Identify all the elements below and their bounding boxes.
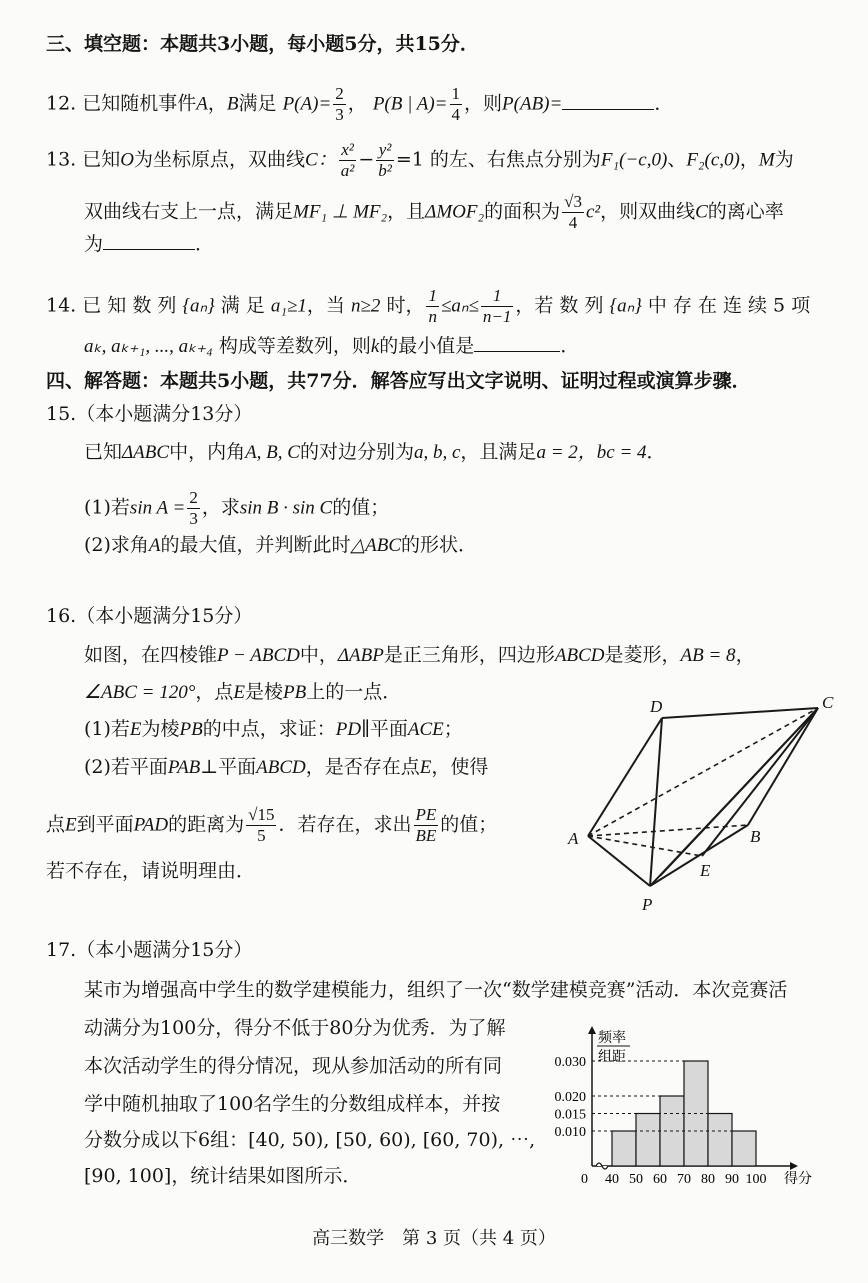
text: (2)若平面 — [84, 756, 168, 778]
denominator: 5 — [257, 826, 266, 845]
math: A — [148, 535, 161, 556]
fraction — [450, 84, 463, 125]
text: 满 足 — [220, 294, 265, 317]
numerator: y² — [376, 140, 394, 161]
math: ΔABP — [337, 645, 384, 666]
question-13-line-3 — [84, 232, 214, 256]
text: 已知 — [84, 441, 123, 463]
math: PB — [282, 682, 307, 703]
math: C — [695, 201, 708, 223]
text: ，若 数 列 — [515, 294, 604, 317]
text: 中， — [299, 644, 338, 666]
fraction — [426, 286, 439, 327]
question-15-stem — [84, 440, 666, 465]
x-tick-label: 60 — [653, 1172, 667, 1187]
math: AB = 8 — [680, 645, 736, 666]
text: 、 — [667, 148, 687, 171]
question-17-title: 17.（本小题满分15分） — [46, 939, 253, 961]
math: E — [129, 719, 142, 740]
text: 的最大值，并判断此时 — [160, 534, 351, 556]
math: sin A = — [129, 497, 186, 519]
text: ，则双曲线 — [600, 200, 696, 223]
question-15-title: 15.（本小题满分13分） — [46, 403, 253, 425]
text: 是菱形， — [604, 644, 681, 666]
question-16-line-1 — [84, 643, 755, 668]
text: 是正三角形，四边形 — [383, 644, 555, 666]
x-tick-label: 80 — [701, 1172, 715, 1187]
fraction — [246, 805, 276, 846]
y-tick-label: 0.030 — [554, 1055, 586, 1070]
vertex-label-B: B — [750, 827, 761, 846]
text: 的值； — [332, 496, 390, 519]
vertex-label-E: E — [700, 861, 711, 880]
answer-blank — [103, 233, 195, 250]
text: ． — [560, 335, 580, 357]
math: c² — [585, 201, 601, 223]
text: 中 存 在 连 续 5 项 — [647, 294, 811, 317]
histogram-bar — [636, 1114, 660, 1167]
fraction — [481, 286, 513, 327]
denominator: n−1 — [482, 307, 512, 326]
text: ，当 — [306, 294, 345, 317]
text: 的面积为 — [484, 200, 561, 223]
denominator: a² — [340, 161, 355, 180]
text: 到平面 — [76, 813, 134, 836]
question-16-part-2 — [84, 755, 488, 780]
numerator: 1 — [481, 286, 513, 307]
text: 双曲线右支上一点，满足 — [84, 200, 294, 223]
math: ≤aₙ≤ — [440, 295, 479, 317]
origin-label: 0 — [581, 1172, 588, 1187]
math: aₖ, aₖ₊₁, ..., aₖ₊₄ — [84, 336, 213, 357]
histogram-bar — [732, 1131, 756, 1166]
question-14-line-1 — [46, 286, 810, 327]
question-17-line-1: 某市为增强高中学生的数学建模能力，组织了一次“数学建模竞赛”活动．本次竞赛活 — [84, 979, 788, 1001]
question-number: 12. — [46, 92, 77, 115]
x-axis-label: 得分 — [784, 1172, 812, 1187]
question-16-line-6: 若不存在，请说明理由． — [46, 860, 256, 882]
text: 时， — [386, 294, 425, 317]
math: n≥2 — [350, 295, 381, 317]
text: 的中点，求证： — [202, 718, 336, 740]
text: ，使得 — [431, 756, 489, 778]
text: ，且满足 — [460, 441, 537, 463]
text: ，求 — [201, 496, 240, 519]
text: ， — [207, 92, 227, 115]
section-heading-fill-in: 三、填空题：本题共3小题，每小题5分，共15分． — [46, 33, 479, 55]
question-16-line-2 — [84, 680, 401, 705]
math: E — [65, 814, 77, 836]
edge-AP — [588, 836, 650, 886]
numerator: 2 — [335, 84, 344, 103]
answer-blank — [474, 335, 560, 352]
denominator: n — [428, 307, 437, 326]
math: F₂(c,0) — [686, 149, 740, 171]
text: ． — [646, 441, 666, 463]
text: 如图，在四棱锥 — [84, 644, 218, 666]
y-tick-label: 0.010 — [554, 1125, 586, 1140]
question-17-line-4: 学中随机抽取了100名学生的分数组成样本，并按 — [84, 1093, 501, 1115]
question-17-line-6: [90, 100]，统计结果如图所示． — [84, 1165, 362, 1187]
text: 满足 — [238, 92, 277, 115]
x-axis-arrow — [790, 1162, 798, 1170]
question-16-line-5 — [46, 805, 497, 846]
question-number: 14. — [46, 294, 77, 317]
text: =1 的左、右焦点分别为 — [395, 148, 601, 171]
fraction — [339, 140, 357, 181]
question-14-line-2 — [84, 334, 579, 359]
text: (1)若 — [84, 718, 130, 740]
math: A, B, C — [245, 442, 300, 463]
math: M — [758, 149, 775, 171]
math: ACE — [407, 719, 444, 740]
vertex-label-A: A — [568, 829, 579, 848]
x-tick-label: 100 — [745, 1172, 767, 1187]
text: 为坐标原点，双曲线 — [134, 148, 306, 171]
math: sin B · sin C — [239, 497, 333, 519]
numerator: 1 — [428, 286, 437, 305]
question-16-title: 16.（本小题满分15分） — [46, 605, 253, 627]
text: 中，内角 — [169, 441, 246, 463]
text: ． — [195, 233, 215, 255]
x-tick-label: 70 — [677, 1172, 691, 1187]
math: ΔABC — [122, 442, 170, 463]
question-17-line-2: 动满分为100分，得分不低于80分为优秀．为了解 — [84, 1017, 506, 1039]
text: 为棱 — [141, 718, 180, 740]
text: ． — [654, 92, 674, 115]
fraction — [562, 192, 584, 233]
text: 的对边分别为 — [299, 441, 414, 463]
x-tick-label: 90 — [725, 1172, 739, 1187]
question-15-part-1 — [84, 488, 389, 529]
text: 为 — [774, 148, 794, 171]
question-13-line-2 — [84, 192, 784, 233]
text: 的距离为 — [168, 813, 245, 836]
y-axis-label-bottom: 组距 — [598, 1050, 626, 1065]
fraction — [376, 140, 394, 181]
edge-AE-dashed — [588, 836, 702, 856]
math: P(B | A)= — [372, 93, 448, 115]
numerator: √3 — [564, 192, 582, 211]
question-number: 13. — [46, 148, 77, 171]
math: B — [226, 93, 239, 115]
vertex-label-C: C — [822, 693, 834, 712]
edge-DC — [662, 708, 818, 718]
text: 点 — [46, 813, 66, 836]
math: a = 2，bc = 4 — [536, 442, 647, 463]
math: PD — [335, 719, 362, 740]
text: ∥平面 — [361, 718, 408, 740]
numerator: PE — [415, 805, 437, 824]
vertex-label-P: P — [642, 895, 653, 914]
x-tick-label: 40 — [605, 1172, 619, 1187]
math: ABCD — [554, 645, 605, 666]
numerator: 2 — [189, 488, 198, 507]
math: MF₁ ⊥ MF₂ — [293, 201, 388, 223]
question-12 — [46, 84, 673, 125]
text: ，点 — [195, 681, 234, 703]
frequency-histogram — [530, 1026, 830, 1196]
math: O — [120, 149, 135, 171]
y-tick-label: 0.015 — [554, 1107, 586, 1123]
denominator: 4 — [451, 105, 461, 124]
text: 已 知 数 列 — [82, 294, 177, 317]
denominator: 3 — [335, 105, 344, 124]
numerator: √15 — [248, 805, 275, 824]
fraction — [333, 84, 346, 125]
text: (2)求角 — [84, 534, 149, 556]
x-tick-label: 50 — [629, 1172, 643, 1187]
question-13-line-1 — [46, 140, 794, 181]
text: 为 — [84, 233, 104, 255]
text: − — [358, 148, 375, 171]
edge-CP2 — [660, 708, 818, 876]
histogram-bar — [708, 1114, 732, 1167]
text: ， — [739, 148, 759, 171]
text: 的值； — [440, 813, 498, 836]
math: a₁≥1 — [270, 295, 307, 317]
math: P(A)= — [282, 93, 332, 115]
math: E — [233, 682, 245, 703]
math: a, b, c — [413, 442, 461, 463]
math: P(AB)= — [502, 93, 563, 115]
numerator: x² — [339, 140, 357, 161]
math: k — [370, 336, 380, 357]
text: ，是否存在点 — [305, 756, 420, 778]
question-16-part-1 — [84, 717, 463, 742]
math: PB — [179, 719, 203, 740]
page-footer: 高三数学 第 3 页（共 4 页） — [312, 1228, 556, 1249]
y-axis-label-top: 频率 — [598, 1031, 626, 1046]
math: F₁(−c,0) — [600, 149, 668, 171]
fraction — [414, 805, 439, 846]
math: ABCD — [256, 757, 306, 778]
text: (1)若 — [84, 496, 130, 519]
text: 的最小值是 — [379, 335, 475, 357]
text: ， — [347, 92, 367, 115]
text: 的形状． — [401, 534, 478, 556]
text: 已知 — [82, 148, 121, 171]
y-tick-label: 0.020 — [554, 1090, 586, 1105]
math: ∠ABC = 120° — [84, 682, 196, 703]
edge-AB-dashed — [588, 825, 748, 836]
edge-CB — [748, 708, 818, 825]
denominator: 3 — [189, 509, 198, 528]
text: ； — [443, 718, 463, 740]
text: 上的一点． — [306, 681, 402, 703]
answer-blank — [562, 93, 654, 110]
math: △ABC — [350, 535, 402, 556]
vertex-label-D: D — [650, 697, 663, 716]
math: PAD — [133, 814, 169, 836]
math: {aₙ} — [182, 295, 215, 317]
y-axis-arrow — [588, 1026, 596, 1034]
math: E — [419, 757, 432, 778]
text: 已知随机事件 — [82, 92, 197, 115]
math: C： — [305, 149, 337, 171]
text: ， — [735, 644, 755, 666]
denominator: b² — [378, 161, 392, 180]
text: ，且 — [387, 200, 426, 223]
math: ΔMOF₂ — [425, 201, 485, 223]
edge-DP — [650, 718, 662, 886]
text: 构成等差数列，则 — [218, 335, 371, 357]
math: A — [196, 93, 208, 115]
fraction — [187, 488, 200, 529]
math: PAB — [167, 757, 201, 778]
denominator: 4 — [568, 213, 578, 232]
text: 的离心率 — [707, 200, 784, 223]
math: {aₙ} — [609, 295, 642, 317]
question-17-line-3: 本次活动学生的得分情况，现从参加活动的所有同 — [84, 1055, 503, 1077]
text: ．若存在，求出 — [278, 813, 412, 836]
numerator: 1 — [451, 84, 461, 103]
math: P − ABCD — [217, 645, 300, 666]
histogram-bar — [612, 1131, 636, 1166]
denominator: BE — [415, 826, 437, 845]
question-17-line-5: 分数分成以下6组：[40, 50), [50, 60), [60, 70), ⋯, — [84, 1129, 536, 1151]
text: 是棱 — [244, 681, 283, 703]
axis-break — [596, 1163, 608, 1169]
text: ，则 — [464, 92, 503, 115]
question-15-part-2 — [84, 533, 477, 558]
edge-DA — [588, 718, 662, 836]
section-heading-solutions: 四、解答题：本题共5小题，共77分．解答应写出文字说明、证明过程或演算步骤． — [46, 370, 751, 392]
text: ⊥平面 — [200, 756, 257, 778]
edge-AC-dashed — [588, 708, 818, 836]
pyramid-figure — [560, 690, 850, 920]
